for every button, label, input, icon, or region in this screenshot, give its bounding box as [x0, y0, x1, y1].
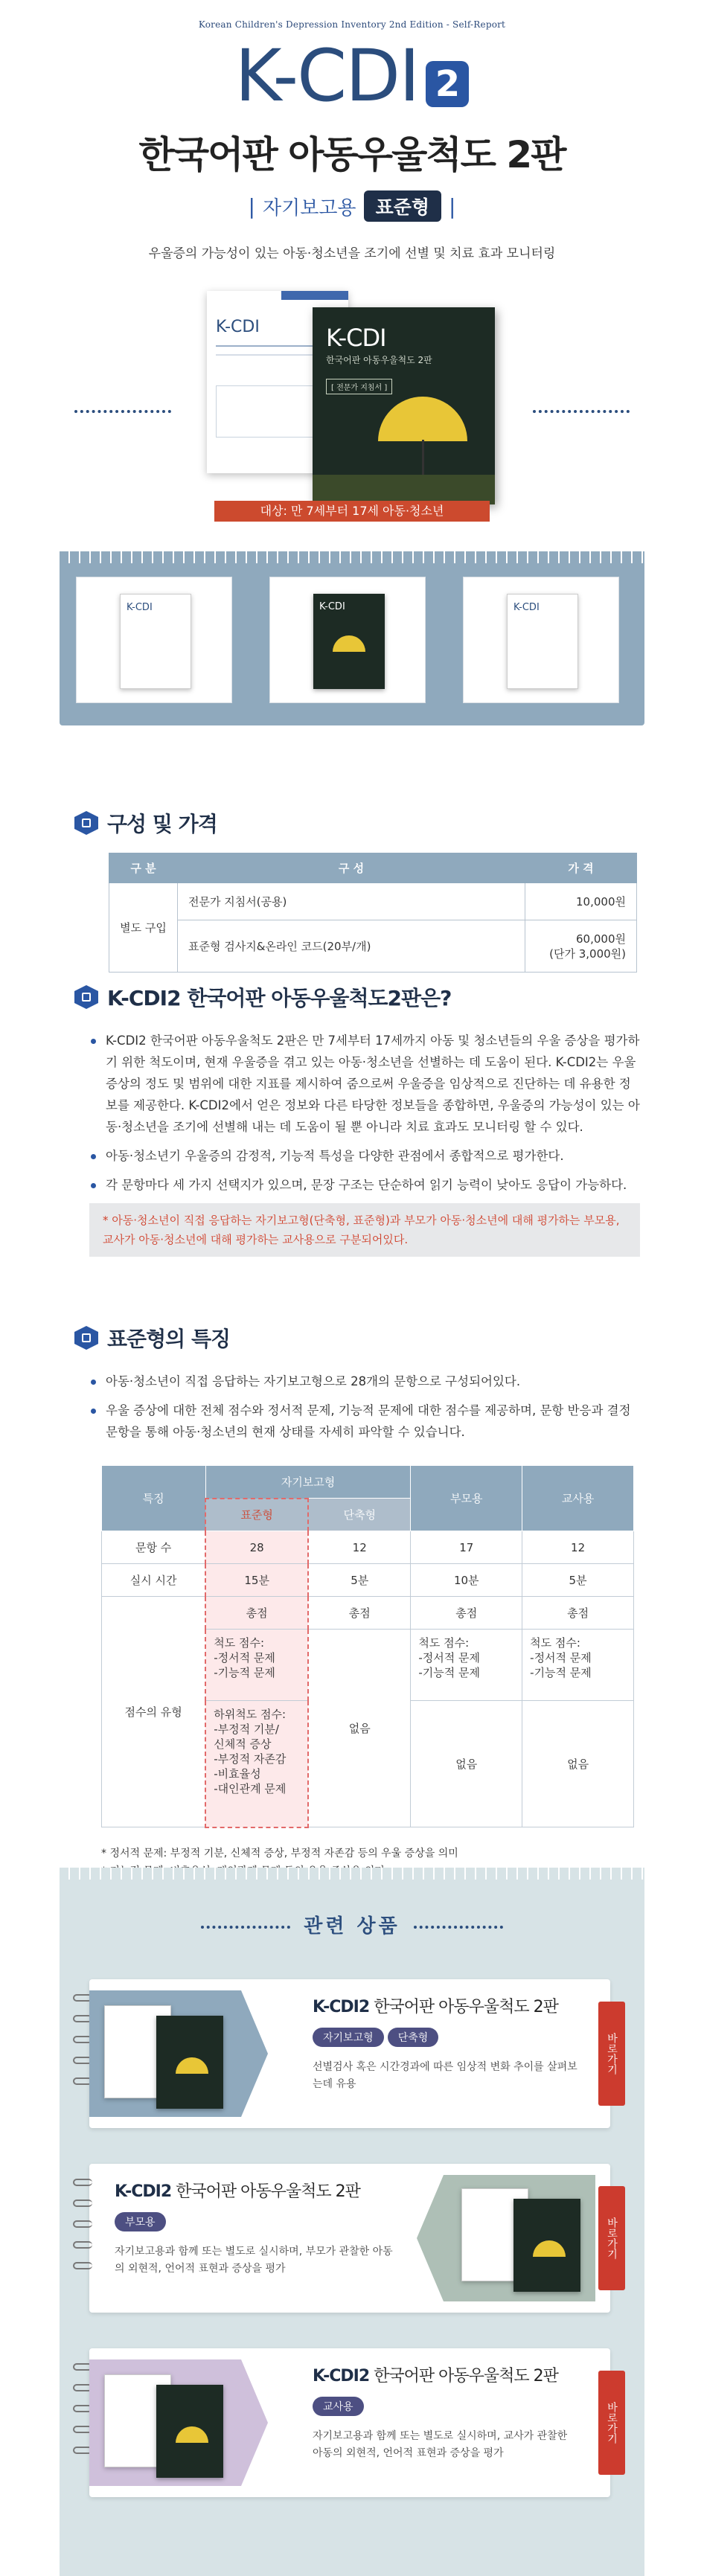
related-products	[60, 1868, 644, 2576]
about-bullet: K-CDI2 한국어판 아동우울척도 2판은 만 7세부터 17세까지 아동 및 청소년들의 우울 증상을 평가하기 위한 척도이며, 현재 우울증을 겪고 있는 아동·청소년을 선별하는 데 도움이 된다. K-CDI2는 우울 증상의 정도 및 범위에 대한 지표를 제시하여 줌으로써 우울증을 임상적으로 진단하는 데 유용한 정보를 제공한다. K-CDI2에서 얻은 정보와 다른 타당한 정보들을 종합하면, 우울증의 가능성이 있는 아동·청소년을 조기에 선별해 내는 데 도움이 될 뿐 아니라 치료 효과도 모니터링 할 수 있다.	[89, 1030, 640, 1138]
dots-right	[533, 410, 630, 413]
section-about	[74, 982, 640, 1257]
about-bullet: 아동·청소년기 우울증의 감정적, 기능적 특성을 다양한 관점에서 종합적으로 평가한다.	[89, 1145, 640, 1167]
features-heading: 표준형의 특징	[107, 1327, 231, 1351]
hexagon-icon	[74, 811, 98, 835]
umbrella-illustration	[378, 397, 467, 441]
about-note: * 아동·청소년이 직접 응답하는 자기보고형(단축형, 표준형)과 부모가 아동·청소년에 대해 평가하는 부모용, 교사가 아동·청소년에 대해 평가하는 교사용으로 구분되어있다.	[89, 1203, 640, 1257]
edition-line: | 자기보고용 표준형 |	[0, 190, 704, 222]
related-card-short[interactable]: K-CDI2 한국어판 아동우울척도 2판 자기보고형 단축형 선별검사 혹은 시간경과에 따른 임상적 변화 추이를 살펴보는데 유용 바로가기	[89, 1979, 610, 2128]
hexagon-icon	[74, 1326, 98, 1350]
edition-label: 자기보고용	[262, 196, 356, 220]
price-table: 구 분 구 성 가 격 별도 구입 전문가 지침서(공용) 10,000원 표준형 검사지&온라인 코드(20부/개) 60,000원 (단가 3,000원)	[109, 853, 637, 973]
price-value: 10,000원	[525, 883, 637, 920]
go-button[interactable]: 바로가기	[598, 2002, 625, 2106]
related-card-parent[interactable]: K-CDI2 한국어판 아동우울척도 2판 부모용 자기보고용과 함께 또는 별도로 실시하며, 부모가 관찰한 아동의 외현적, 언어적 표현과 증상을 평가 바로가기	[89, 2164, 610, 2313]
feature-footnotes: * 정서적 문제: 부정적 기분, 신체적 증상, 부정적 자존감 등의 우울 증상을 의미	[101, 1847, 458, 1859]
gallery-item-sheet-2[interactable]: K-CDI	[463, 577, 619, 703]
about-bullets	[89, 1030, 640, 1196]
product-image	[89, 2359, 268, 2486]
price-item: 전문가 지침서(공용)	[178, 883, 525, 920]
logo-text: K-CDI	[234, 34, 419, 118]
target-age-banner: 대상: 만 7세부터 17세 아동·청소년	[214, 501, 490, 522]
section-composition	[74, 808, 640, 973]
feature-bullets	[89, 1371, 640, 1443]
page-title: 한국어판 아동우울척도 2판	[138, 133, 566, 176]
feature-table: 특징 자기보고형 부모용 교사용 표준형 단축형 문항 수 28 12 17 12 실시 시간 15분 5분 10분 5분 점수의 유형 총점 총점 총점 총점 척도 점수: -정서적 문제 -기능적 문제 없음 척도 점수: -정서적 문제 -기능적 문제 척도 점수: -정서적 문제 -기능적 문제 하위척도 점수: -부정적 기분/ 신체적 증상 -부정적 자존감 -비효율성 -대인관계 문제 없음 없음	[101, 1465, 634, 1828]
price-value: 60,000원	[576, 932, 626, 946]
pill-self-report: 자기보고형	[313, 2028, 384, 2047]
feature-bullet: 우울 증상에 대한 전체 점수와 정서적 문제, 기능적 문제에 대한 점수를 제공하며, 문항 반응과 결정 문항을 통해 아동·청소년의 현재 상태를 자세히 파악할 수 있습니다.	[89, 1400, 640, 1443]
price-item: 표준형 검사지&온라인 코드(20부/개)	[178, 920, 525, 973]
about-bullet: 각 문항마다 세 가지 선택지가 있으며, 문장 구조는 단순하여 읽기 능력이 낮아도 응답이 가능하다.	[89, 1174, 640, 1196]
dots-left	[74, 410, 171, 413]
header	[0, 0, 704, 261]
kcdi-logo	[0, 34, 704, 118]
edition-badge: 표준형	[364, 190, 441, 222]
manual-book-image	[313, 307, 495, 504]
pill-parent: 부모용	[115, 2212, 166, 2231]
book-title: K-CDI	[326, 324, 386, 352]
price-unit: (단가 3,000원)	[549, 946, 626, 961]
price-group: 별도 구입	[109, 883, 178, 973]
pill-short: 단축형	[388, 2028, 439, 2047]
tagline: 우울증의 가능성이 있는 아동·청소년을 조기에 선별 및 치료 효과 모니터링	[148, 246, 556, 261]
logo-number: 2	[426, 61, 469, 107]
sheet-label: K-CDI	[216, 318, 260, 336]
product-image	[417, 2175, 595, 2301]
go-button[interactable]: 바로가기	[598, 2371, 625, 2475]
hero-products	[0, 283, 704, 522]
book-subtitle: 한국어판 아동우울척도 2판	[326, 355, 432, 365]
feature-bullet: 아동·청소년이 직접 응답하는 자기보고형으로 28개의 문항으로 구성되어있다.	[89, 1371, 640, 1392]
product-image	[89, 1990, 268, 2117]
pill-teacher: 교사용	[313, 2397, 364, 2416]
gallery-item-sheet[interactable]: K-CDI	[76, 577, 232, 703]
gallery-item-book[interactable]: K-CDI	[269, 577, 426, 703]
hexagon-icon	[74, 985, 98, 1009]
about-heading: K-CDI2 한국어판 아동우울척도2판은?	[107, 986, 452, 1010]
related-title: 관련 상품	[60, 1911, 644, 1938]
related-card-teacher[interactable]: K-CDI2 한국어판 아동우울척도 2판 교사용 자기보고용과 함께 또는 별도로 실시하며, 교사가 관찰한 아동의 외현적, 언어적 표현과 증상을 평가 바로가기	[89, 2348, 610, 2497]
book-tag: [ 전문가 지침서 ]	[326, 379, 392, 394]
composition-heading: 구성 및 가격	[107, 812, 217, 836]
product-gallery	[60, 551, 644, 725]
header-subtitle: Korean Children's Depression Inventory 2nd Edition - Self-Report	[198, 19, 506, 30]
section-features	[74, 1323, 640, 1880]
go-button[interactable]: 바로가기	[598, 2186, 625, 2290]
